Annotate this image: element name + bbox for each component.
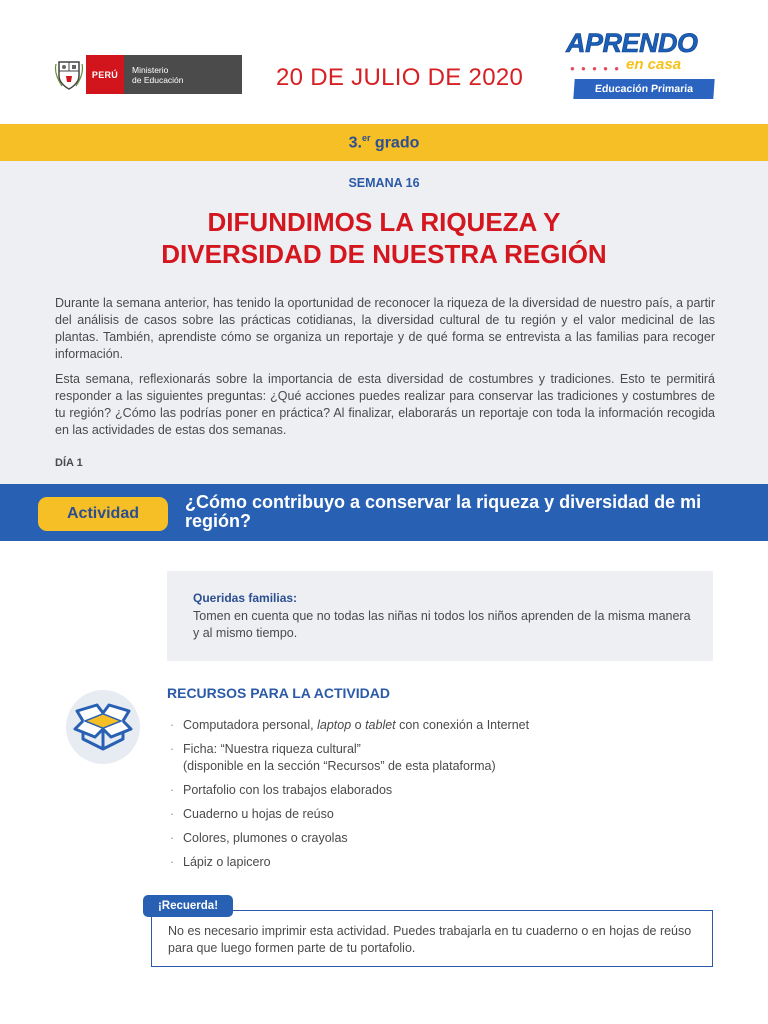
ministry-line1: Ministerio	[132, 65, 169, 75]
brand-main: APRENDO	[566, 28, 698, 58]
resource-text-italic: tablet	[365, 718, 396, 732]
intro-paragraph-2: Esta semana, reflexionarás sobre la importancia de esta diversidad de costumbres y tradiciones. Esto te permitirá responder a las siguientes preguntas: ¿Qué acciones puedes realizar para conservar las tradiciones y costumbres de tu región? ¿Cómo las podrías poner en práctica? Al finalizar, elaborarás un reportaje con toda la información recogida en las actividades de estas dos semanas.	[55, 372, 715, 437]
resource-text-part: Computadora personal,	[183, 718, 318, 732]
activity-question: ¿Cómo contribuyo a conservar la riqueza y diversidad de mi región?	[185, 492, 702, 531]
brand-sub: en casa	[626, 56, 682, 73]
grade-ordinal: er	[361, 132, 371, 143]
coat-of-arms-icon	[52, 55, 86, 94]
bullet: ·	[170, 718, 175, 732]
resource-text	[183, 741, 496, 775]
grade-label	[349, 133, 420, 152]
bullet: ·	[170, 742, 175, 756]
resource-text: Colores, plumones o crayolas	[183, 831, 348, 845]
peru-label: PERÚ	[86, 55, 124, 94]
aprendo-en-casa-logo	[566, 28, 716, 102]
brand-decoration: ● ● ● ● ●	[570, 64, 622, 73]
box-icon	[63, 689, 143, 765]
bullet: ·	[170, 855, 175, 869]
resource-text-line: Ficha: “Nuestra riqueza cultural”	[183, 742, 361, 756]
resource-text-italic: laptop	[317, 718, 352, 732]
list-item	[170, 806, 710, 823]
bullet: ·	[170, 783, 175, 797]
activity-pill-label: Actividad	[66, 505, 139, 522]
resource-text-line: (disponible en la sección “Recursos” de esta plataforma)	[183, 759, 496, 773]
resource-text: Cuaderno u hojas de reúso	[183, 807, 334, 821]
list-item	[170, 854, 710, 871]
brand-badge	[573, 79, 714, 99]
day-label: DÍA 1	[55, 457, 83, 469]
activity-pill	[38, 497, 168, 531]
brand-badge-label: Educación Primaria	[594, 83, 694, 95]
bullet: ·	[170, 831, 175, 845]
resource-text: Lápiz o lapicero	[183, 855, 271, 869]
families-title: Queridas familias:	[193, 591, 298, 605]
resources-title: RECURSOS PARA LA ACTIVIDAD	[167, 685, 390, 701]
resources-list	[170, 717, 710, 878]
week-label: SEMANA 16	[348, 176, 420, 190]
intro-paragraph-1: Durante la semana anterior, has tenido la oportunidad de reconocer la riqueza de la diversidad de nuestro país, a partir del análisis de casos sobre las prácticas cotidianas, la diversidad cultural de tu región y el valor medicinal de las plantas. También, aprendiste cómo se organiza un reportaje y de qué forma se entrevista a las familias para recoger información.	[55, 296, 715, 361]
page-title	[0, 206, 768, 270]
page-header	[0, 0, 768, 124]
resource-text-part: o	[351, 718, 366, 732]
remember-tag-label: ¡Recuerda!	[157, 900, 219, 912]
ministry-name	[124, 55, 242, 94]
ministry-line2: de Educación	[132, 75, 184, 85]
families-note	[167, 571, 713, 661]
title-line-2: DIVERSIDAD DE NUESTRA REGIÓN	[161, 239, 607, 269]
resource-text	[183, 717, 529, 734]
list-item	[170, 782, 710, 799]
grade-band	[0, 124, 768, 161]
list-item	[170, 741, 710, 775]
resource-text: Portafolio con los trabajos elaborados	[183, 783, 393, 797]
list-item	[170, 830, 710, 847]
remember-text: No es necesario imprimir esta actividad. Puedes trabajarla en tu cuaderno o en hojas de reúso para que luego formen parte de tu portafolio.	[168, 924, 692, 955]
title-line-1: DIFUNDIMOS LA RIQUEZA Y	[207, 207, 561, 237]
bullet: ·	[170, 807, 175, 821]
families-text: Tomen en cuenta que no todas las niñas ni todos los niños aprenden de la misma manera y al mismo tiempo.	[193, 609, 691, 640]
grade-word: grado	[374, 134, 420, 152]
list-item	[170, 717, 710, 734]
grade-number: 3.	[348, 134, 362, 152]
resource-text-part: con conexión a Internet	[395, 718, 530, 732]
remember-tag	[143, 895, 233, 917]
date-heading: 20 DE JULIO DE 2020	[276, 64, 524, 91]
ministry-logo	[52, 55, 242, 94]
